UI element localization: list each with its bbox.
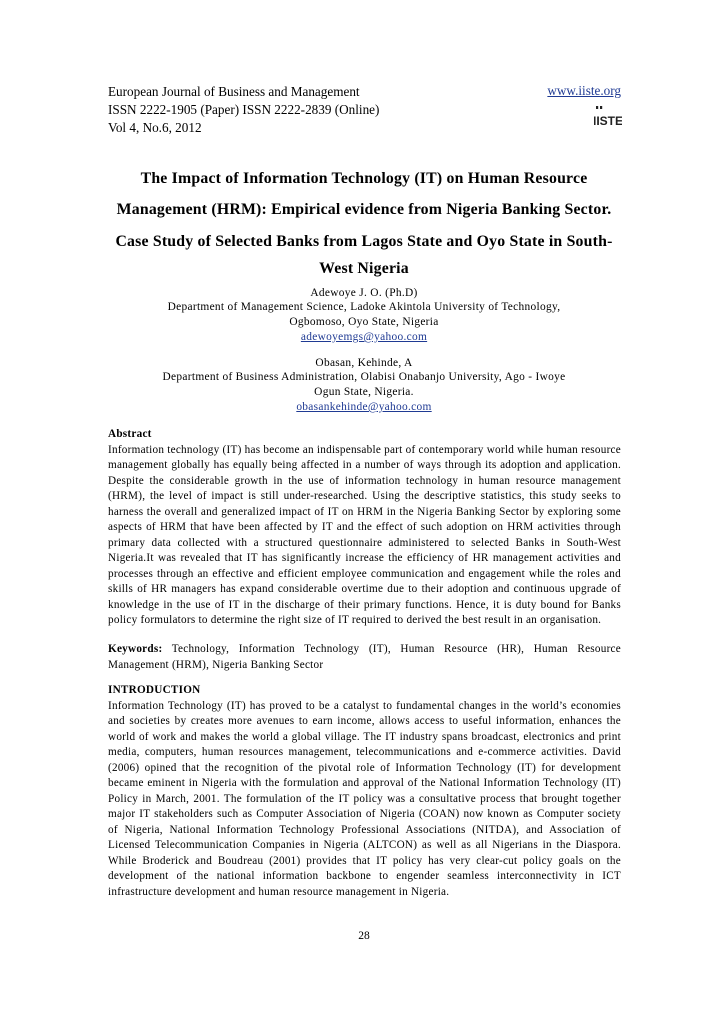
author1-email-wrap xyxy=(108,330,620,346)
author2-department: Department of Business Administration, Olabisi Onabanjo University, Ago - Iwoye xyxy=(162,371,566,383)
author1-department: Department of Management Science, Ladoke Akintola University of Technology, xyxy=(167,301,561,313)
keywords-text: Technology, Information Technology (IT), Human Resource (HR), Human Resource Management (HRM), Nigeria Banking Sector xyxy=(108,643,621,671)
iiste-logo-icon xyxy=(594,104,622,128)
author2-email-wrap xyxy=(108,400,620,416)
author2-name: Obasan, Kehinde, A xyxy=(315,357,413,369)
author2-location: Ogun State, Nigeria. xyxy=(314,386,414,398)
logo-text: IISTE xyxy=(594,114,622,128)
keywords-section xyxy=(108,642,621,673)
journal-url-link[interactable]: www.iiste.org xyxy=(547,83,621,98)
introduction-text: Information Technology (IT) has proved to be a catalyst to fundamental changes in the world’s economies and societies by creates more avenues to earn income, allows access to useful information, enhances the world of work and makes the world a global village. The IT industry spans broadcast, electronics and print media, computers, human resources management, telecommunications and e-commerce activities. David (2006) opined that the recognition of the pivotal role of Information Technology (IT) for development became eminent in Nigeria with the formulation and approval of the National Information Technology (IT) Policy in March, 2001. The formulation of the IT policy was a consultative process that brought together major IT stakeholders such as Computer Association of Nigeria (COAN) now known as Computer society of Nigeria, National Information Technology Professional Associations (NITDA), and Association of Licensed Telecommunication Companies in Nigeria (ALTCON) as well as all Nigerians in the Diaspora. While Broderick and Boudreau (2001) provides that IT policy has very clear-cut policy goals on the development of the national information backbone to engender seamless interconnectivity in ICT infrastructure development and human resource management in Nigeria. xyxy=(108,699,621,898)
paper-title-line-1: The Impact of Information Technology (IT) on Human Resource xyxy=(140,170,588,187)
author1-name: Adewoye J. O. (Ph.D) xyxy=(310,287,418,299)
author2-email-link[interactable]: obasankehinde@yahoo.com xyxy=(296,401,432,413)
abstract-heading: Abstract xyxy=(108,428,152,440)
page-number: 28 xyxy=(358,930,370,942)
issn-line: ISSN 2222-1905 (Paper) ISSN 2222-2839 (Online) xyxy=(108,102,380,117)
paper-title-line-3: Case Study of Selected Banks from Lagos State and Oyo State in South- xyxy=(115,233,613,250)
author1-email-link[interactable]: adewoyemgs@yahoo.com xyxy=(300,331,428,343)
introduction-section xyxy=(108,683,621,900)
abstract-section xyxy=(108,427,621,629)
paper-title-line-4: West Nigeria xyxy=(319,260,409,277)
paper-title-line-2: Management (HRM): Empirical evidence from Nigeria Banking Sector. xyxy=(116,201,612,218)
author1-location: Ogbomoso, Oyo State, Nigeria xyxy=(289,316,439,328)
volume-line: Vol 4, No.6, 2012 xyxy=(108,120,202,135)
abstract-text: Information technology (IT) has become an indispensable part of contemporary world while human resource management globally has equally being affected in a number of ways through its adoption and application. Despite the considerable growth in the use of information technology in human resource management (HRM), the level of impact is still under-researched. Using the descriptive statistics, this study seeks to harness the overall and generalized impact of IT on HRM in the Nigeria Banking Sector by exploring some aspects of HRM that have been affected by IT and the effect of such adoption on HRM activities through primary data collected with a structured questionnaire administered to selected Banks in South-West Nigeria.It was revealed that IT has significantly increase the efficiency of HR management activities and processes through an effective and efficient employee communication and engagement while the roles and skills of HR managers has expand considerable overtime due to their adoption and continuous upgrade of knowledge in the use of IT in the discharge of their primary functions. Hence, it is duty bound for Banks policy formulators to determine the right size of IT required to derived the best result in an organisation. xyxy=(108,443,621,626)
iiste-logo xyxy=(594,104,622,128)
keywords-label: Keywords: xyxy=(108,643,163,655)
journal-name: European Journal of Business and Management xyxy=(108,84,360,99)
introduction-heading: INTRODUCTION xyxy=(108,684,201,696)
